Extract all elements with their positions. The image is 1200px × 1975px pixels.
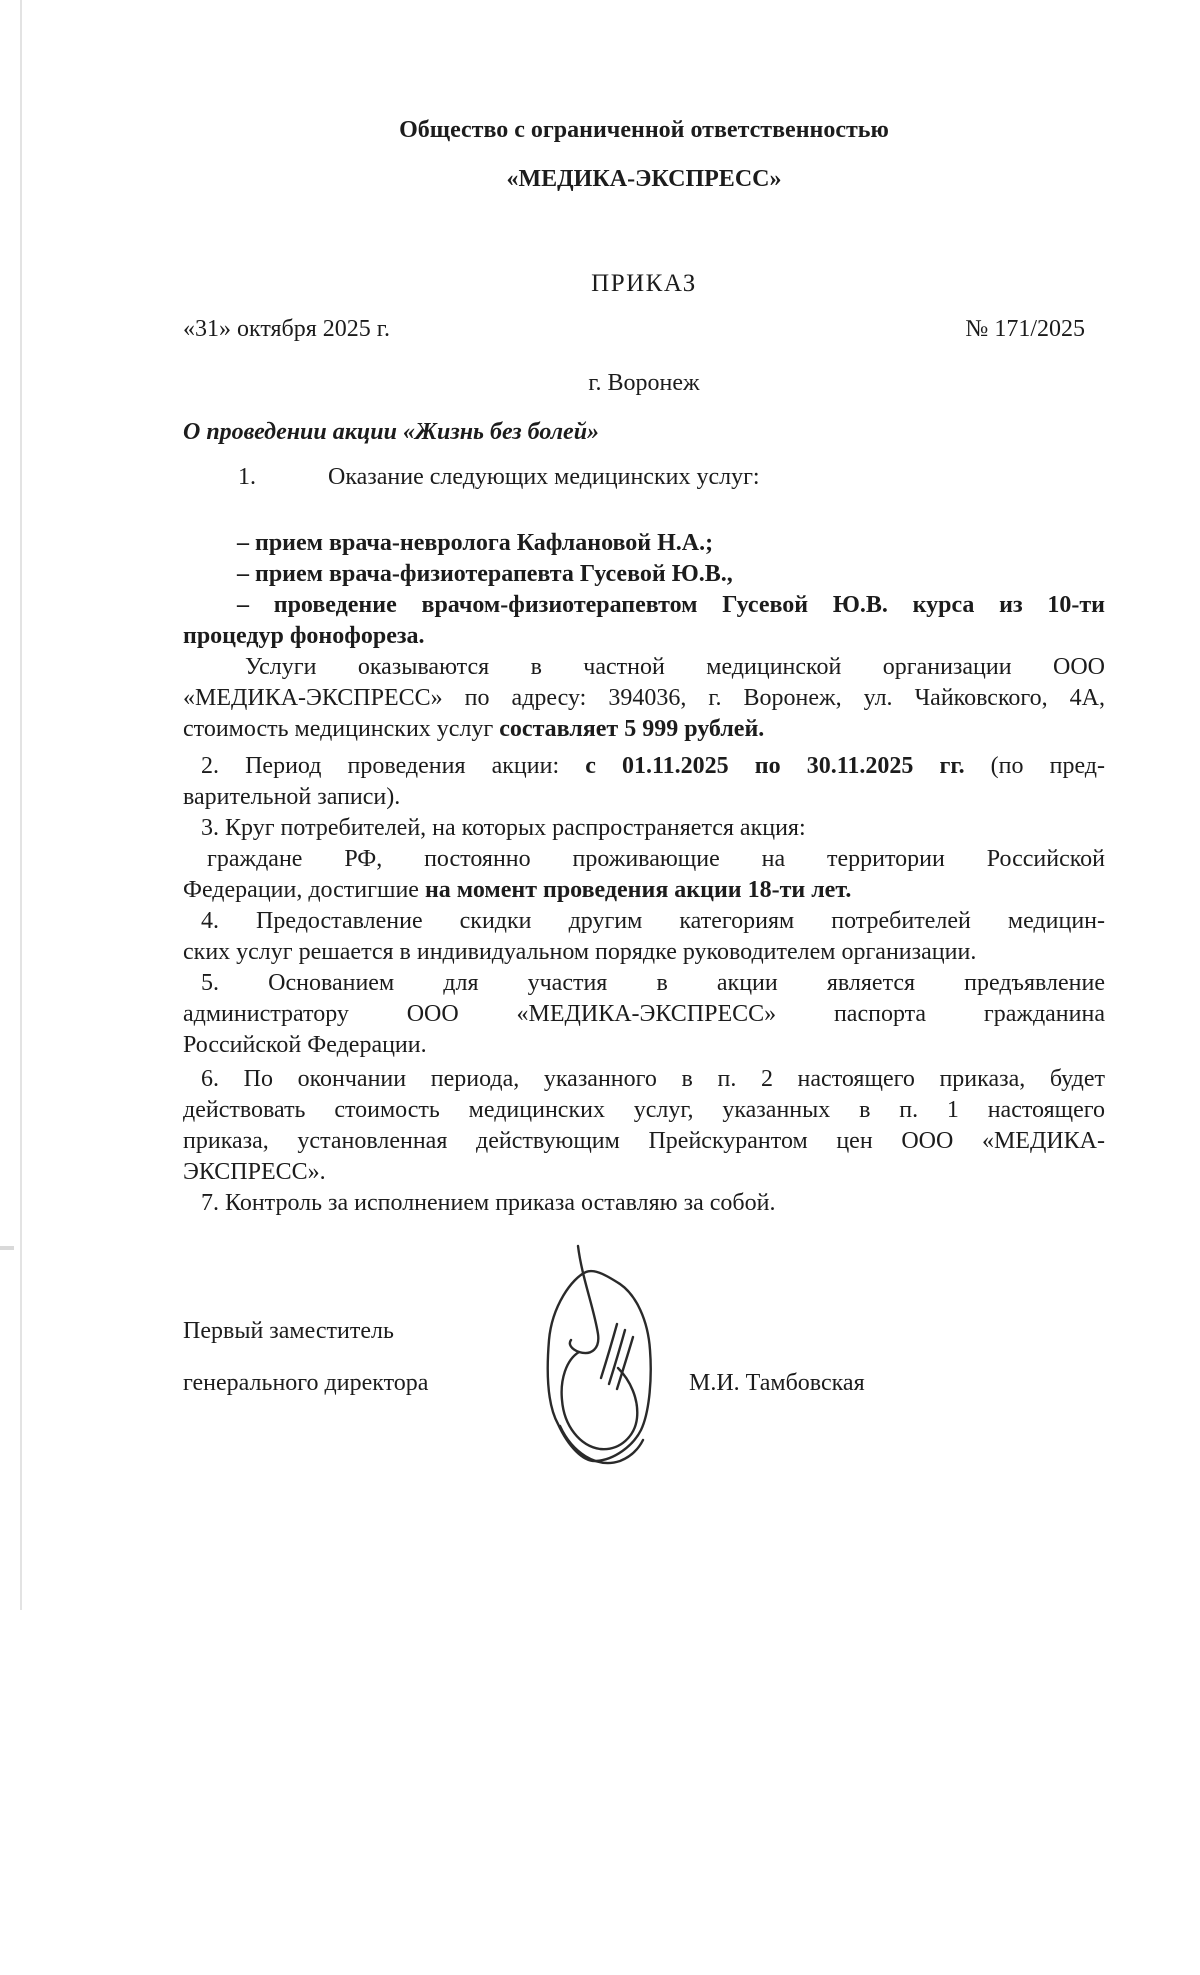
item-3-line-1: 3. Круг потребителей, на которых распространяется акция: <box>201 815 806 841</box>
date-number-row <box>183 314 1105 345</box>
services-paragraph <box>183 652 1105 745</box>
item-4-line-2: ских услуг решается в индивидуальном порядке руководителем организации. <box>183 939 977 965</box>
item-2-line-2: варительной записи). <box>183 784 401 810</box>
services-paragraph-line-3 <box>183 714 1105 745</box>
item-3-paragraph <box>183 813 1105 906</box>
signature-role-line-1: Первый заместитель <box>183 1318 394 1344</box>
price-text-regular: стоимость медицинских услуг <box>183 716 500 742</box>
signature-name: М.И. Тамбовская <box>689 1370 865 1396</box>
item-1-text: Оказание следующих медицинских услуг: <box>328 464 760 490</box>
order-date: «31» октября 2025 г. <box>183 316 390 342</box>
org-name-line: «МЕДИКА-ЭКСПРЕСС» <box>506 166 782 192</box>
service-item-3-line-2: процедур фонофореза. <box>183 623 425 649</box>
item-2-lead: 2. Период проведения акции: <box>201 753 586 779</box>
item-6-line-1: 6. По окончании периода, указанного в п. 2 настоящего приказа, будет <box>201 1066 1105 1092</box>
item-3-line-3 <box>183 875 1105 906</box>
signature-image <box>538 1240 658 1468</box>
item-6-line-2: действовать стоимость медицинских услуг, указанных в п. 1 настоящего <box>183 1097 1105 1123</box>
item-1-number: 1. <box>238 464 256 490</box>
item-5-line-2: администратору ООО «МЕДИКА-ЭКСПРЕСС» паспорта гражданина <box>183 1001 1105 1027</box>
item-2-line-1 <box>183 751 1105 782</box>
item-3-regular: Федерации, достигшие <box>183 877 425 903</box>
services-list <box>183 528 1105 652</box>
item-6-line-4: ЭКСПРЕСС». <box>183 1159 326 1185</box>
doc-type-title: ПРИКАЗ <box>591 270 697 297</box>
item-2-period-bold: с 01.11.2025 по 30.11.2025 гг. <box>585 753 965 779</box>
item-4-line-1: 4. Предоставление скидки другим категориям потребителей медицин- <box>201 908 1105 934</box>
service-item-2: – прием врача-физиотерапевта Гусевой Ю.В., <box>237 561 733 587</box>
subject-line: О проведении акции «Жизнь без болей» <box>183 419 600 445</box>
services-paragraph-line-1: Услуги оказываются в частной медицинской организации ООО <box>245 654 1105 680</box>
services-paragraph-line-2: «МЕДИКА-ЭКСПРЕСС» по адресу: 394036, г. Воронеж, ул. Чайковского, 4А, <box>183 685 1105 711</box>
item-6-line-3: приказа, установленная действующим Прейскурантом цен ООО «МЕДИКА- <box>183 1128 1105 1154</box>
item-3-age-bold: на момент проведения акции 18-ти лет. <box>424 877 852 903</box>
item-2-paragraph <box>183 751 1105 813</box>
item-5-line-1: 5. Основанием для участия в акции является предъявление <box>201 970 1105 996</box>
item-6-paragraph <box>183 1064 1105 1188</box>
item-7-line: 7. Контроль за исполнением приказа оставляю за собой. <box>201 1190 776 1216</box>
item-4-paragraph <box>183 906 1105 968</box>
city-line: г. Воронеж <box>588 370 700 396</box>
order-number: № 171/2025 <box>965 316 1085 342</box>
service-item-1: – прием врача-невролога Кафлановой Н.А.; <box>237 530 714 556</box>
price-text-bold: составляет 5 999 рублей. <box>499 716 765 742</box>
org-type-line: Общество с ограниченной ответственностью <box>399 117 889 143</box>
item-5-paragraph <box>183 968 1105 1061</box>
service-item-3-line-1: – проведение врачом-физиотерапевтом Гусевой Ю.В. курса из 10-ти <box>237 592 1105 618</box>
signature-role-line-2: генерального директора <box>183 1370 429 1396</box>
item-5-line-3: Российской Федерации. <box>183 1032 427 1058</box>
item-3-line-2: граждане РФ, постоянно проживающие на территории Российской <box>207 846 1105 872</box>
item-1-line <box>183 462 1105 493</box>
item-2-tail: (по пред- <box>964 753 1106 779</box>
